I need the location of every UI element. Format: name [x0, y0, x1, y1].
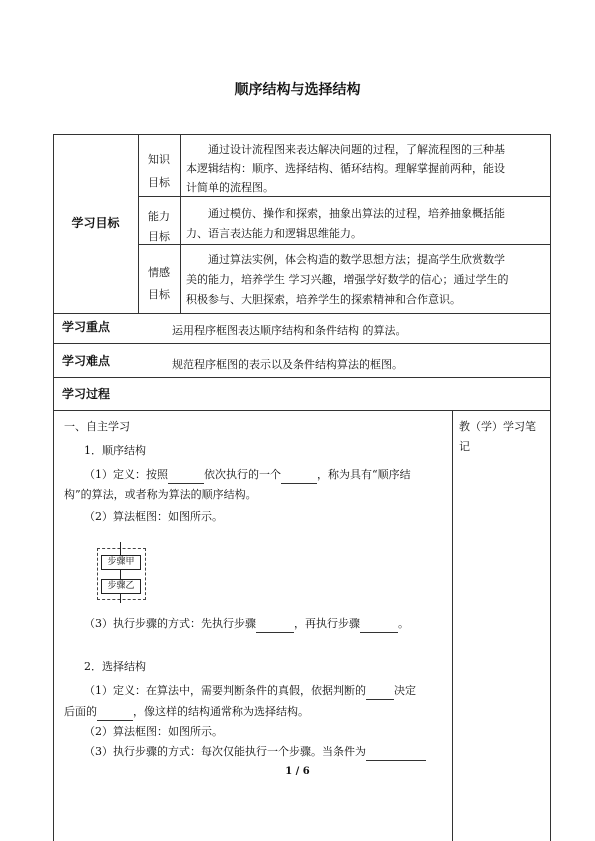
- knowledge-text-line-3: 计简单的流程图。: [186, 181, 274, 194]
- flow-step-a: 步骤甲: [101, 555, 141, 570]
- selection-def-part-c: 后面的: [64, 705, 97, 718]
- sequence-definition-line-1: [84, 465, 411, 484]
- selection-title: 2．选择结构: [84, 660, 146, 673]
- ability-text-line-1: 通过模仿、操作和探索，抽象出算法的过程，培养抽象概括能: [208, 207, 505, 220]
- objectives-label-divider: [180, 134, 181, 313]
- blank-order[interactable]: [168, 469, 204, 484]
- sequence-exec-part-b: ，再执行步骤: [294, 617, 360, 630]
- sequence-def-part-c: ，称为具有“顺序结: [317, 468, 411, 481]
- blank-first-step[interactable]: [256, 618, 294, 633]
- row-divider-ability: [138, 244, 551, 245]
- sequence-exec-part-c: 。: [398, 617, 409, 630]
- emotion-text-line-1: 通过算法实例，体会构造的数学思想方法；提高学生欣赏数学: [208, 253, 505, 266]
- table-border-right: [550, 134, 551, 841]
- flow-step-b: 步骤乙: [101, 579, 141, 594]
- key-points-heading: 学习重点: [62, 320, 111, 334]
- difficulties-text: 规范程序框图的表示以及条件结构算法的框图。: [172, 358, 403, 371]
- ability-text-line-2: 力、语言表达能力和逻辑思维能力。: [186, 227, 362, 240]
- row-divider-keypoints: [53, 343, 551, 344]
- row-divider-process-heading: [53, 410, 551, 411]
- sequence-def-part-a: （1）定义：按照: [84, 468, 168, 481]
- table-border-left: [53, 134, 54, 841]
- objectives-heading: 学习目标: [71, 216, 120, 230]
- selection-def-part-a: （1）定义：在算法中，需要判断条件的真假，依据判断的: [84, 684, 366, 697]
- knowledge-text-line-2: 本逻辑结构：顺序、选择结构、循环结构。理解掌握前两种，能设: [186, 162, 505, 175]
- ability-label-2: 目标: [148, 230, 170, 243]
- sequence-diagram-label: （2）算法框图：如图所示。: [84, 510, 223, 523]
- blank-result[interactable]: [366, 685, 394, 700]
- selection-definition-line-2: [64, 702, 309, 721]
- blank-condition[interactable]: [366, 746, 426, 761]
- page-number: 1 / 6: [285, 766, 310, 777]
- table-border-top: [53, 134, 551, 135]
- flow-arrow-top: [120, 542, 121, 555]
- sequence-exec-part-a: （3）执行步骤的方式：先执行步骤: [84, 617, 256, 630]
- notes-heading-line-1: 教（学）学习笔: [459, 420, 536, 433]
- sequence-definition-line-2: 构”的算法，或者称为算法的顺序结构。: [64, 488, 257, 501]
- sequence-title: 1．顺序结构: [84, 444, 146, 457]
- section-self-study: 一、自主学习: [64, 420, 130, 433]
- blank-flow[interactable]: [97, 706, 133, 721]
- knowledge-text-line-1: 通过设计流程图来表达解决问题的过程，了解流程图的三种基: [208, 143, 505, 156]
- blank-second-step[interactable]: [360, 618, 398, 633]
- emotion-text-line-2: 美的能力，培养学生 学习兴趣，增强学好数学的信心；通过学生的: [186, 273, 509, 286]
- knowledge-label-1: 知识: [148, 153, 170, 166]
- row-divider-objectives: [53, 313, 551, 314]
- process-heading: 学习过程: [62, 387, 111, 401]
- emotion-text-line-3: 积极参与、大胆探索，培养学生的探索精神和合作意识。: [186, 293, 461, 306]
- selection-def-part-d: ，像这样的结构通常称为选择结构。: [133, 705, 309, 718]
- sequence-def-part-b: 依次执行的一个: [204, 468, 281, 481]
- difficulties-heading: 学习难点: [62, 354, 111, 368]
- selection-exec-part-a: （3）执行步骤的方式：每次仅能执行一个步骤。当条件为: [84, 745, 366, 758]
- selection-def-part-b: 决定: [394, 684, 416, 697]
- selection-execution-line: [84, 742, 426, 761]
- ability-label-1: 能力: [148, 210, 170, 223]
- flow-arrow-bottom: [120, 593, 121, 603]
- key-points-text: 运用程序框图表达顺序结构和条件结构 的算法。: [172, 324, 407, 337]
- selection-definition-line-1: [84, 681, 416, 700]
- selection-diagram-label: （2）算法框图：如图所示。: [84, 725, 223, 738]
- sequence-execution-line: [84, 614, 409, 633]
- blank-structure[interactable]: [281, 469, 317, 484]
- notes-heading-line-2: 记: [459, 440, 470, 453]
- emotion-label-2: 目标: [148, 288, 170, 301]
- emotion-label-1: 情感: [148, 266, 170, 279]
- knowledge-label-2: 目标: [148, 176, 170, 189]
- row-divider-difficulties: [53, 377, 551, 378]
- document-title: 顺序结构与选择结构: [234, 82, 361, 98]
- flow-arrow-middle: [120, 569, 121, 579]
